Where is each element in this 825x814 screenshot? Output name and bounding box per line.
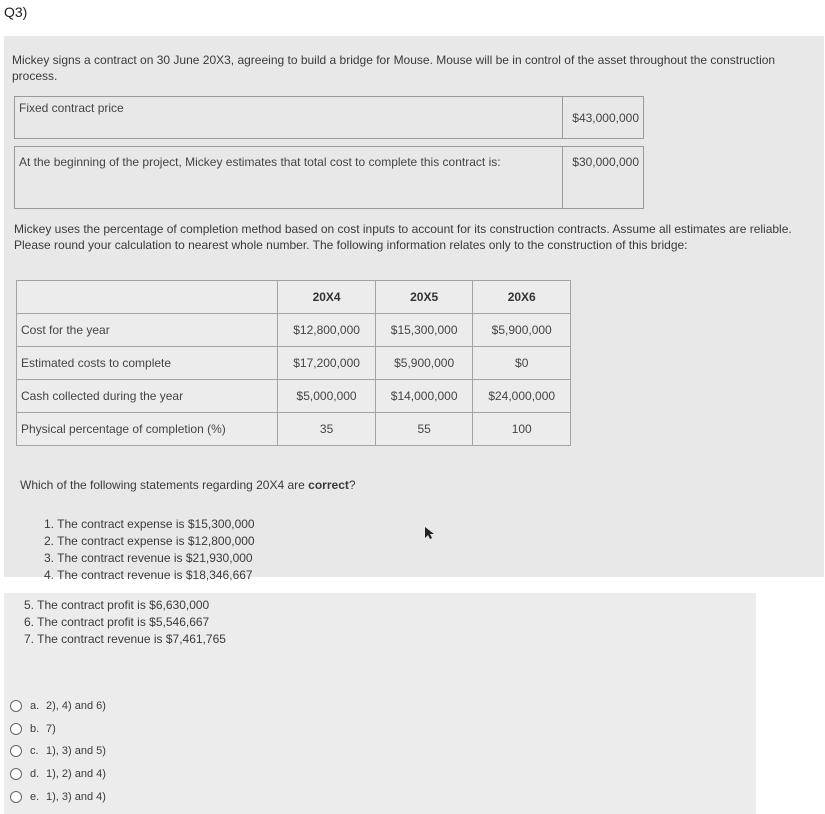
option-e[interactable] <box>10 785 106 808</box>
option-text: 2), 4) and 6) <box>46 700 106 713</box>
cost-table <box>16 280 571 446</box>
option-c[interactable] <box>10 740 106 763</box>
fixed-price-table <box>14 96 644 139</box>
option-text: 1), 3) and 4) <box>46 790 106 803</box>
radio-button[interactable] <box>10 745 22 757</box>
option-text: 1), 2) and 4) <box>46 768 106 781</box>
table-row <box>17 314 571 347</box>
question-image-bottom <box>4 593 756 814</box>
option-letter: d. <box>30 768 40 781</box>
question-text <box>20 478 356 492</box>
method-paragraph: Mickey uses the percentage of completion method based on cost inputs to account for its construction contracts. Assume all estimates are reliable. Please round your calculation to nearest whole number. The following information relates only to the construction of this bridge: <box>14 222 792 252</box>
option-letter: e. <box>30 790 40 803</box>
list-item: 1. The contract expense is $15,300,000 <box>44 517 255 531</box>
table-row <box>17 380 571 413</box>
table-cell: 55 <box>375 413 473 446</box>
table-row <box>17 347 571 380</box>
row-label: Cash collected during the year <box>17 380 278 413</box>
header-20x6: 20X6 <box>473 281 571 314</box>
question-label: Q3) <box>4 4 28 20</box>
option-text: 1), 3) and 5) <box>46 745 106 758</box>
table-cell: 35 <box>278 413 376 446</box>
list-item: 3. The contract revenue is $21,930,000 <box>44 551 253 565</box>
option-letter: a. <box>30 700 40 713</box>
table-cell: $17,200,000 <box>278 347 376 380</box>
list-item: 6. The contract profit is $5,546,667 <box>24 615 210 629</box>
statement-list-1 <box>44 516 255 584</box>
estimate-table <box>14 146 644 209</box>
row-label: Estimated costs to complete <box>17 347 278 380</box>
list-item: 2. The contract expense is $12,800,000 <box>44 534 255 548</box>
table-cell: $5,900,000 <box>375 347 473 380</box>
option-b[interactable] <box>10 718 106 741</box>
list-item: 5. The contract profit is $6,630,000 <box>24 598 210 612</box>
radio-button[interactable] <box>10 723 22 735</box>
table-cell: $24,000,000 <box>473 380 571 413</box>
fixed-price-label: Fixed contract price <box>15 97 563 139</box>
option-a[interactable] <box>10 695 106 718</box>
answer-options <box>10 695 106 808</box>
table-cell: $5,000,000 <box>278 380 376 413</box>
table-cell: $14,000,000 <box>375 380 473 413</box>
option-letter: b. <box>30 722 40 735</box>
intro-text: Mickey signs a contract on 30 June 20X3, agreeing to build a bridge for Mouse. Mouse will be in control of the asset throughout the construction process. <box>12 53 776 83</box>
radio-button[interactable] <box>10 768 22 780</box>
question-bold: correct <box>308 478 349 492</box>
option-text: 7) <box>46 722 56 735</box>
radio-button[interactable] <box>10 700 22 712</box>
header-empty <box>17 281 278 314</box>
fixed-price-value: $43,000,000 <box>563 97 644 139</box>
mouse-cursor-icon <box>424 526 436 540</box>
radio-button[interactable] <box>10 791 22 803</box>
list-item: 4. The contract revenue is $18,346,667 <box>44 568 253 582</box>
list-item: 7. The contract revenue is $7,461,765 <box>24 632 226 646</box>
estimate-label: At the beginning of the project, Mickey estimates that total cost to complete this contract is: <box>15 147 563 209</box>
question-prefix: Which of the following statements regarding 20X4 are <box>20 478 309 492</box>
row-label: Physical percentage of completion (%) <box>17 413 278 446</box>
header-20x5: 20X5 <box>375 281 473 314</box>
question-image-top <box>4 36 824 582</box>
table-row <box>17 413 571 446</box>
table-cell: 100 <box>473 413 571 446</box>
header-20x4: 20X4 <box>278 281 376 314</box>
row-label: Cost for the year <box>17 314 278 347</box>
table-cell: $12,800,000 <box>278 314 376 347</box>
option-d[interactable] <box>10 763 106 786</box>
statement-list-2 <box>24 597 226 648</box>
option-letter: c. <box>30 745 39 758</box>
table-cell: $5,900,000 <box>473 314 571 347</box>
table-cell: $15,300,000 <box>375 314 473 347</box>
question-suffix: ? <box>348 478 356 492</box>
table-cell: $0 <box>473 347 571 380</box>
estimate-value: $30,000,000 <box>563 147 644 209</box>
